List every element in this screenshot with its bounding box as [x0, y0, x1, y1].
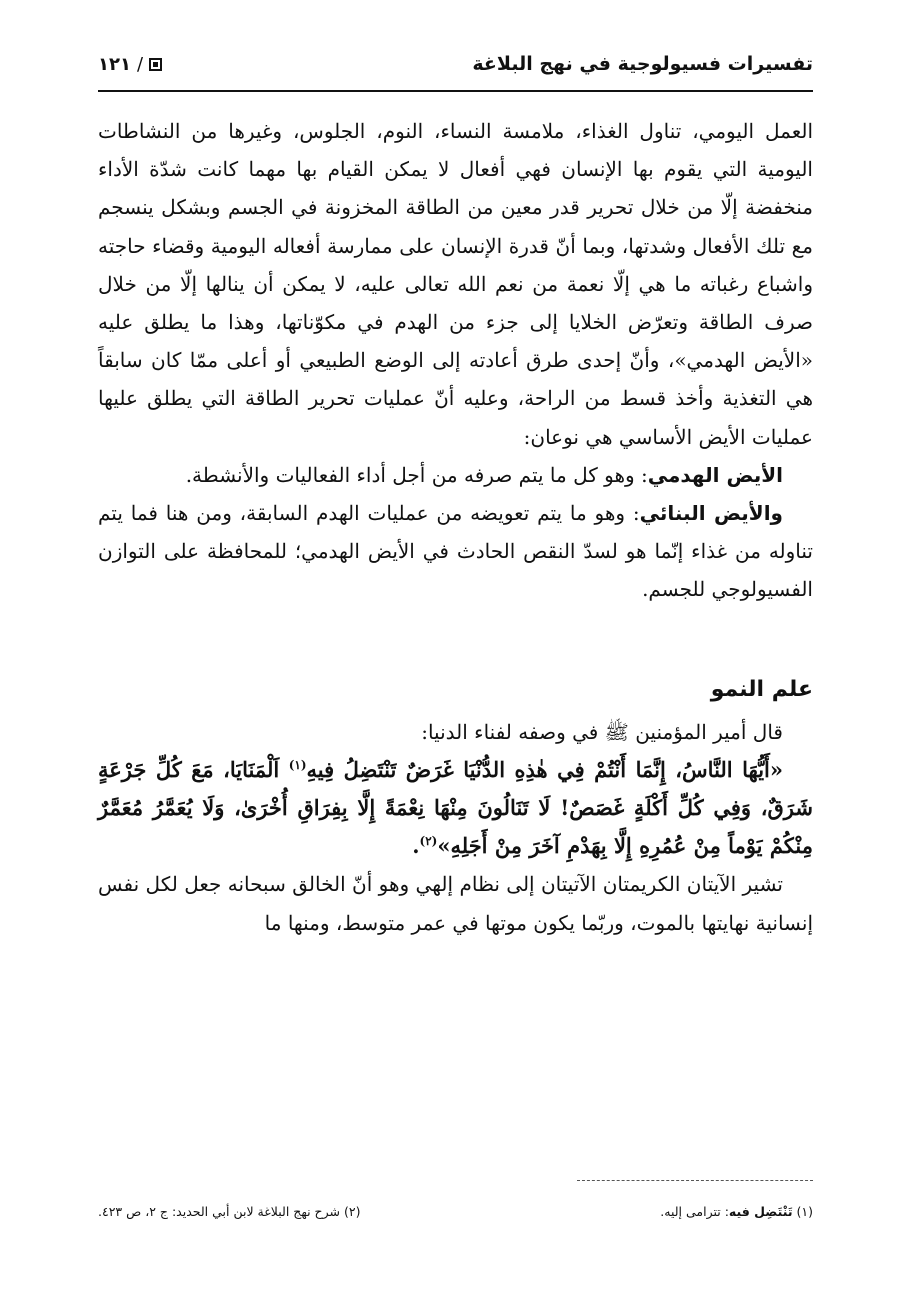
- definition-catabolism: [98, 456, 813, 494]
- quote-part-2: اَلْمَنَايَا، مَعَ كُلِّ جَرْعَةٍ شَرَقٌ، وَفِي كُلِّ أَكْلَةٍ غَصَصٌ! لَا تَنَالُونَ مِنْهَا نِعْمَةً إِلَّا بِفِرَاقِ أُخْرَىٰ، وَلَا يُعَمَّرُ مُعَمَّرٌ مِنْكُمْ يَوْماً مِنْ عُمُرِهِ إِلَّا بِهَدْمِ آخَرَ مِنْ أَجَلِهِ»: [98, 756, 813, 859]
- footnote-ref-2[interactable]: (٢): [419, 834, 438, 849]
- quote-intro: قال أمير المؤمنين ﷺ في وصفه لفناء الدنيا:: [421, 719, 783, 744]
- followup-paragraph: تشير الآيتان الكريمتان الآتيتان إلى نظام إلهي وهو أنّ الخالق سبحانه جعل لكل نفس إنسانية نهايتها بالموت، وربّما يكون موتها في عمر متوسط، ومنها ما: [98, 872, 813, 935]
- page-number-group: [98, 54, 162, 75]
- running-title: تفسيرات فسيولوجية في نهج البلاغة: [472, 53, 813, 75]
- quote-part-1: «أَيُّهَا النَّاسُ، إِنَّمَا أَنْتُمْ فِي هٰذِهِ الدُّنْيَا غَرَضٌ تَنْتَضِلُ فِيهِ: [306, 756, 783, 782]
- section-heading: علم النمو: [710, 676, 813, 702]
- footnote-1-text: : تترامى إليه.: [660, 1204, 729, 1219]
- definition-term: والأيض البنائي: [639, 501, 783, 526]
- hadith-quote: [98, 751, 813, 866]
- definition-term: الأيض الهدمي: [647, 462, 783, 487]
- section-gap: [98, 609, 813, 671]
- footnote-1-label: تَنْتَضِل فيه: [728, 1204, 793, 1219]
- paragraph-1: العمل اليومي، تناول الغذاء، ملامسة النساء، النوم، الجلوس، وغيرها من النشاطات اليومية التي يقوم بها الإنسان فهي أفعال لا يمكن القيام بها مهما كانت شدّة الأداء منخفضة إلّا من خلال تحرير قدر معين من الطاقة المخزونة في الجسم وبشكل ينسجم مع تلك الأفعال وشدتها، وبما أنّ قدرة الإنسان على ممارسة أفعاله اليومية وقضاء حاجته واشباع رغباته ما هي إلّا نعمة من نعم الله تعالى عليه، لا يمكن أن ينالها إلّا من خلال صرف الطاقة وتعرّض الخلايا إلى جزء من الهدم في مكوّناتها، وهذا ما يطلق عليه «الأيض الهدمي»، وأنّ إحدى طرق أعادته إلى الوضع الطبيعي أو أعلى ممّا كان سابقاً هي التغذية وأخذ قسط من الراحة، وعليه أنّ عمليات تحرير الطاقة التي يطلق عليها عمليات الأيض الأساسي هي نوعان:: [98, 119, 813, 449]
- definition-anabolism: [98, 494, 813, 609]
- header-rule: [98, 90, 813, 92]
- footnote-2: [98, 1204, 360, 1219]
- footnotes: [98, 1204, 813, 1219]
- footnote-1-number: (١): [796, 1204, 813, 1219]
- definition-text: : وهو كل ما يتم صرفه من أجل أداء الفعاليات والأنشطة.: [185, 462, 648, 487]
- footnote-1: [660, 1204, 813, 1219]
- page-ornament-icon: [149, 58, 162, 71]
- page-number: ١٢١: [98, 53, 131, 75]
- footnote-2-text: شرح نهج البلاغة لابن أبي الحديد: ج ٢، ص ٤٢٣.: [98, 1204, 340, 1219]
- page-number-separator: /: [136, 53, 144, 75]
- main-text: [98, 112, 813, 942]
- page-header: [98, 42, 813, 86]
- footnote-ref-1[interactable]: (١): [288, 757, 307, 772]
- definition-text: : وهو ما يتم تعويضه من عمليات الهدم السابقة، ومن هنا فما يتم تناوله من غذاء إنّما هو لسدّ النقص الحادث في الأيض الهدمي؛ للمحافظة على التوازن الفسيولوجي للجسم.: [98, 501, 813, 602]
- footnote-rule: [577, 1180, 813, 1181]
- footnote-2-number: (٢): [343, 1204, 361, 1219]
- quote-end: .: [412, 833, 420, 859]
